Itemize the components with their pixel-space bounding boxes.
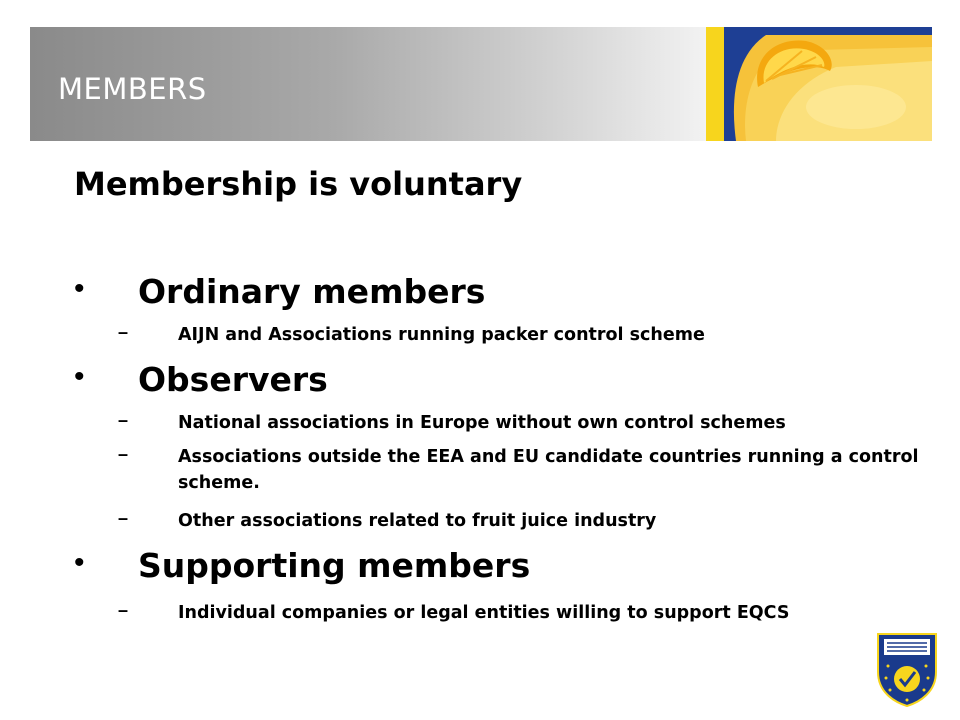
bullet-icon: • (74, 360, 85, 393)
orange-juice-glass-image (706, 27, 932, 141)
list-item-text: Individual companies or legal entities willing to support EQCS (178, 603, 790, 623)
slide-title: MEMBERS (58, 72, 207, 106)
dash-icon: – (118, 410, 129, 430)
section-label: Supporting members (138, 546, 531, 585)
list-item-text: AIJN and Associations running packer control scheme (178, 325, 705, 345)
bullet-icon: • (74, 546, 85, 579)
section-label: Observers (138, 360, 328, 399)
main-heading: Membership is voluntary (74, 165, 523, 203)
list-item-text: Other associations related to fruit juice industry (178, 511, 657, 531)
dash-icon: – (118, 600, 129, 620)
eqcs-shield-emblem (876, 632, 938, 708)
list-item-text: Associations outside the EEA and EU candidate countries running a control scheme. (178, 447, 919, 493)
list-item-text: National associations in Europe without own control schemes (178, 413, 786, 433)
dash-icon: – (118, 322, 129, 342)
bullet-icon: • (74, 272, 85, 305)
dash-icon: – (118, 444, 129, 464)
section-label: Ordinary members (138, 272, 486, 311)
dash-icon: – (118, 508, 129, 528)
